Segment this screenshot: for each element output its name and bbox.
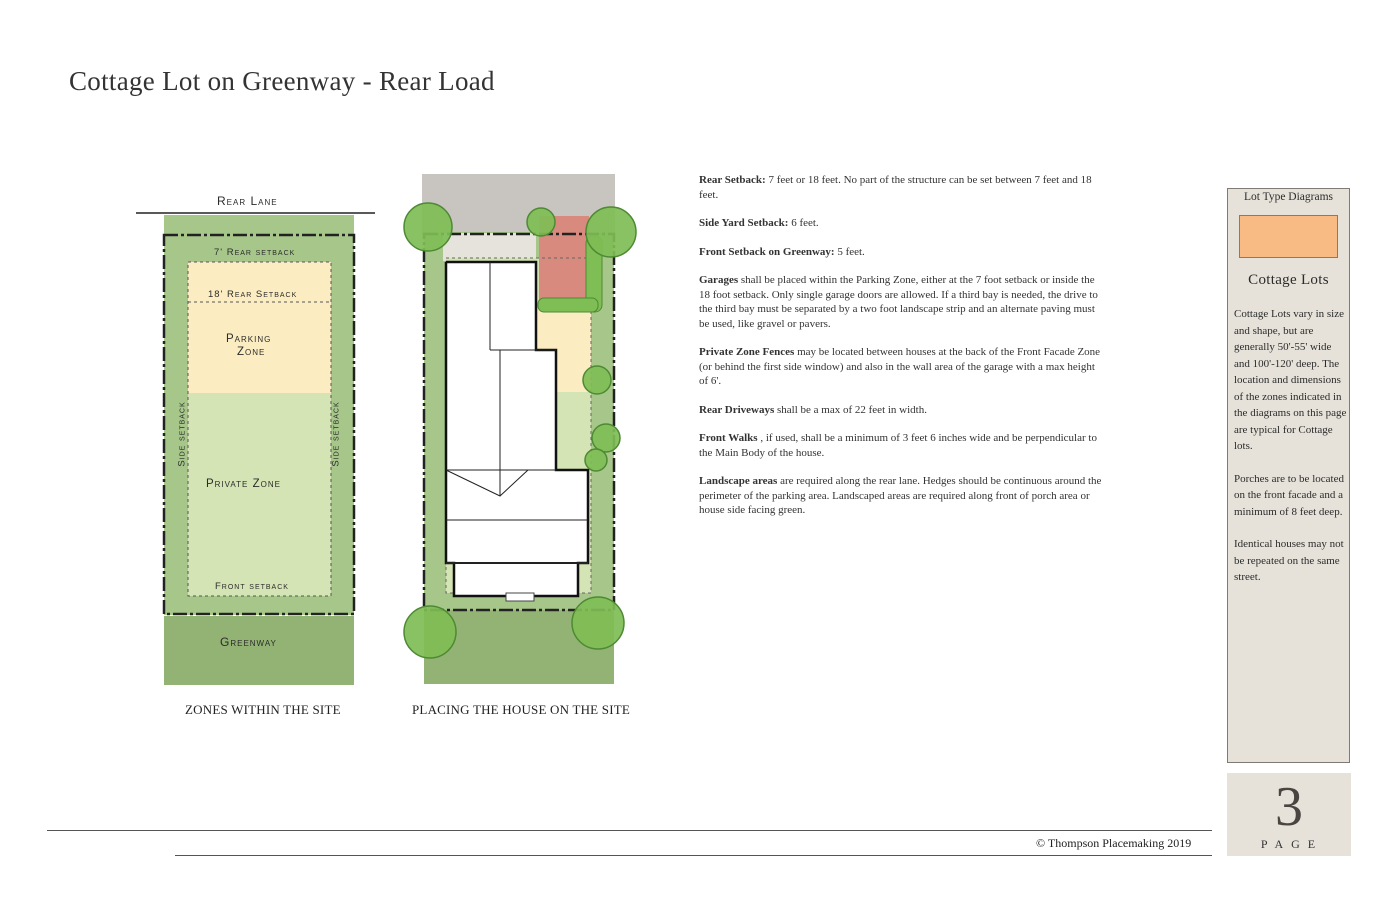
note-paragraph — [699, 403, 1104, 418]
hedge-bottom — [538, 298, 598, 312]
tree-icon — [404, 606, 456, 658]
note-paragraph — [699, 345, 1104, 389]
sidebar-text — [1234, 306, 1348, 602]
note-text: are required along the rear lane. Hedges should be continuous around the perimeter of the parking area. Landscaped areas are required along front of porch area or house side facing green. — [699, 475, 1102, 516]
front-setback-label: Front setback — [215, 581, 289, 592]
tree-icon — [583, 366, 611, 394]
greenway-area — [164, 616, 354, 685]
tree-icon — [572, 597, 624, 649]
front-walk — [506, 593, 534, 601]
note-paragraph — [699, 431, 1104, 460]
tree-icon — [585, 449, 607, 471]
parking-zone-area — [188, 262, 331, 393]
note-text: may be located between houses at the back of the Front Facade Zone (or behind the first side window) and also in the wall area of the garage with a max height of 6'. — [699, 346, 1101, 387]
note-label: Landscape areas — [699, 475, 778, 487]
tree-icon — [586, 207, 636, 257]
page-label: PAGE — [1260, 837, 1324, 851]
sidebar-paragraph: Cottage Lots vary in size and shape, but are generally 50'-55' wide and 100'-120' deep. The location and dimensions of the zones indicated in the diagrams on this page are typical for Cottage lots. — [1234, 308, 1347, 452]
lot-type-sidebar — [1227, 188, 1350, 763]
side-setback-left-label: Side setback — [176, 401, 188, 467]
regulations-text — [699, 173, 1104, 532]
tree-icon — [527, 208, 555, 236]
zones-caption: ZONES WITHIN THE SITE — [185, 702, 341, 717]
note-paragraph — [699, 245, 1104, 260]
note-text: 7 feet or 18 feet. No part of the structure can be set between 7 feet and 18 feet. — [699, 174, 1092, 201]
note-label: Rear Driveways — [699, 403, 775, 416]
sidebar-paragraph: Identical houses may not be repeated on the same street. — [1234, 538, 1344, 583]
rear-setback-18-label: 18' Rear Setback — [208, 289, 298, 300]
tree-icon — [592, 424, 620, 452]
note-text: 6 feet. — [788, 217, 819, 229]
note-paragraph — [699, 216, 1104, 231]
driveway — [443, 233, 536, 261]
note-text: 5 feet. — [834, 245, 865, 258]
note-label: Side Yard Setback: — [699, 217, 789, 229]
page-number-box — [1227, 773, 1351, 856]
page-number: 3 — [1275, 776, 1303, 838]
lot-type-swatch — [1239, 215, 1338, 258]
note-text: shall be placed within the Parking Zone, either at the 7 foot setback or inside the 18 foot setback. Only single garage doors are allowed. If a third bay is needed, the drive to the third bay must be separated by a two foot landscape strip and an alternate paving must be used, like gravel or pavers. — [699, 274, 1098, 330]
note-paragraph — [699, 273, 1104, 331]
house-caption: PLACING THE HOUSE ON THE SITE — [412, 702, 631, 717]
zones-diagram-graphic — [130, 200, 380, 700]
note-label: Private Zone Fences — [699, 346, 795, 358]
note-label: Garages — [699, 274, 739, 286]
tree-icon — [404, 203, 452, 251]
greenway-label: Greenway — [220, 635, 277, 649]
copyright: © Thompson Placemaking 2019 — [1036, 836, 1192, 850]
note-label: Rear Setback: — [699, 174, 766, 186]
note-text: shall be a max of 22 feet in width. — [774, 403, 927, 416]
note-label: Front Setback on Greenway: — [699, 245, 835, 258]
rear-lane-label: Rear Lane — [217, 194, 278, 208]
note-text: , if used, shall be a minimum of 3 feet 6 inches wide and be perpendicular to the Main Body of the house. — [699, 432, 1097, 459]
sidebar-subheading: Cottage Lots — [1248, 272, 1329, 288]
private-zone-area — [188, 393, 331, 596]
note-paragraph — [699, 474, 1104, 518]
footer-rule-bottom — [175, 855, 1212, 856]
rear-setback-7-label: 7' Rear setback — [214, 247, 296, 258]
parking-zone-label-2: Zone — [237, 346, 266, 358]
private-zone-label: Private Zone — [206, 478, 281, 490]
page-title: Cottage Lot on Greenway - Rear Load — [69, 66, 495, 96]
parking-zone-label-1: Parking — [226, 333, 272, 345]
footer-rule-top — [47, 830, 1212, 831]
side-setback-right-label: Side setback — [330, 401, 342, 467]
note-label: Front Walks — [699, 432, 758, 444]
house-diagram-graphic — [398, 170, 638, 690]
sidebar-paragraph: Porches are to be located on the front facade and a minimum of 8 feet deep. — [1234, 472, 1344, 518]
sidebar-heading: Lot Type Diagrams — [1243, 191, 1334, 203]
note-paragraph — [699, 173, 1104, 202]
